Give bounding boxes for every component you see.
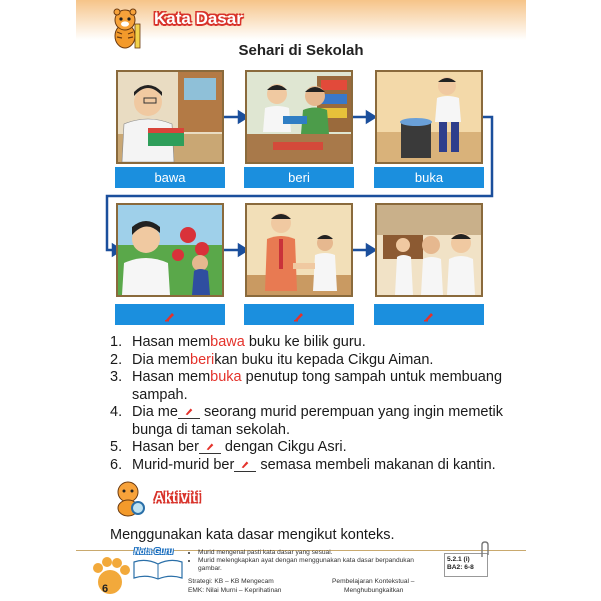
root-word-highlight: bawa: [210, 334, 245, 350]
sentence-text-pre: Dia mem: [132, 351, 191, 368]
sentence-text-pre: Hasan mem: [132, 369, 211, 385]
page-number: 6: [102, 583, 109, 595]
textbook-page: [76, 0, 526, 601]
pencil-hint-icon: [240, 459, 250, 469]
sentence-text-pre: Murid-murid ber: [132, 456, 235, 473]
sentence-2: [110, 352, 520, 370]
label-blank-4: [115, 304, 225, 325]
section-title: Kata Dasar: [154, 9, 243, 28]
panel-buka-illustration: [375, 70, 483, 164]
label-buka: [374, 167, 484, 188]
sentence-text-pre: Hasan ber: [132, 439, 199, 455]
pedagogy-text-line1: Pembelajaran Kontekstual –: [332, 578, 415, 585]
panel-canteen-illustration: [375, 203, 483, 297]
teacher-note-item: • Murid melengkapkan ayat dengan menggunakan kata dasar berpandukan gambar.: [198, 557, 438, 573]
teacher-note-item: • Murid mengenal pasti kata dasar yang sesuai.: [198, 549, 438, 557]
root-word-highlight: beri: [190, 351, 215, 368]
label-blank-6: [374, 304, 484, 325]
tiger-magnifier-icon: [110, 478, 150, 518]
answer-blank: [199, 439, 221, 454]
label-buka-text: buka: [414, 170, 444, 185]
sentence-text-post: seorang murid perempuan yang ingin memetik bunga di taman sekolah.: [132, 404, 503, 438]
sentence-5: [110, 439, 520, 457]
label-beri: [244, 167, 354, 188]
sentence-number: 5.: [110, 439, 123, 455]
sentence-6: [110, 457, 520, 475]
sentence-3: [110, 369, 520, 404]
answer-blank: [234, 457, 256, 472]
panel-beri-illustration: [245, 70, 353, 164]
curriculum-code-line2: BA2: 6-8: [447, 564, 474, 571]
open-book-icon: [132, 558, 184, 580]
pencil-hint-icon: [164, 310, 176, 322]
lesson-title: Sehari di Sekolah: [238, 42, 364, 59]
sentence-text-pre: Dia me: [132, 404, 178, 420]
activity-instruction: Menggunakan kata dasar mengikut konteks.: [110, 527, 395, 543]
curriculum-code-line1: 5.2.1 (i): [447, 556, 470, 563]
label-blank-5: [244, 304, 354, 325]
pencil-hint-icon: [184, 406, 194, 416]
sentence-number: 2.: [110, 351, 123, 368]
sentence-text-pre: Hasan mem: [132, 334, 211, 350]
sentence-text-post: dengan Cikgu Asri.: [220, 439, 347, 455]
paw-print-icon: [90, 556, 130, 596]
sentence-number: 6.: [110, 456, 123, 473]
sentence-text-post: buku ke bilik guru.: [244, 334, 366, 350]
sentence-4: [110, 404, 520, 439]
activity-title: Aktiviti: [154, 489, 201, 505]
label-bawa-text: bawa: [154, 170, 186, 185]
panel-handshake-illustration: [245, 203, 353, 297]
sentence-number: 3.: [110, 369, 123, 385]
answer-blank: [178, 404, 200, 419]
sentence-list: [110, 334, 520, 474]
strategy-text: Strategi: KB – KB Mengecam: [188, 578, 274, 585]
sentence-text-post: semasa membeli makanan di kantin.: [256, 456, 496, 473]
sentence-1: [110, 334, 520, 352]
sentence-number: 4.: [110, 404, 123, 420]
teacher-note-label: Nota Guru: [134, 547, 174, 556]
pencil-hint-icon: [205, 441, 215, 451]
pedagogy-text-line2: Menghubungkaitkan: [344, 587, 404, 594]
sentence-text-post: penutup tong sampah untuk membuang sampah.: [132, 369, 503, 403]
pencil-hint-icon: [423, 310, 435, 322]
label-beri-text: beri: [288, 170, 310, 185]
teacher-notes: [188, 549, 438, 573]
panel-bawa-illustration: [116, 70, 224, 164]
sentence-text-post: kan buku itu kepada Cikgu Aiman.: [214, 351, 434, 368]
paperclip-icon: [478, 541, 492, 559]
panel-garden-illustration: [116, 203, 224, 297]
label-bawa: [115, 167, 225, 188]
root-word-highlight: buka: [210, 369, 242, 385]
sentence-number: 1.: [110, 334, 123, 350]
pencil-hint-icon: [293, 310, 305, 322]
emk-text: EMK: Nilai Murni – Keprihatinan: [188, 587, 282, 594]
